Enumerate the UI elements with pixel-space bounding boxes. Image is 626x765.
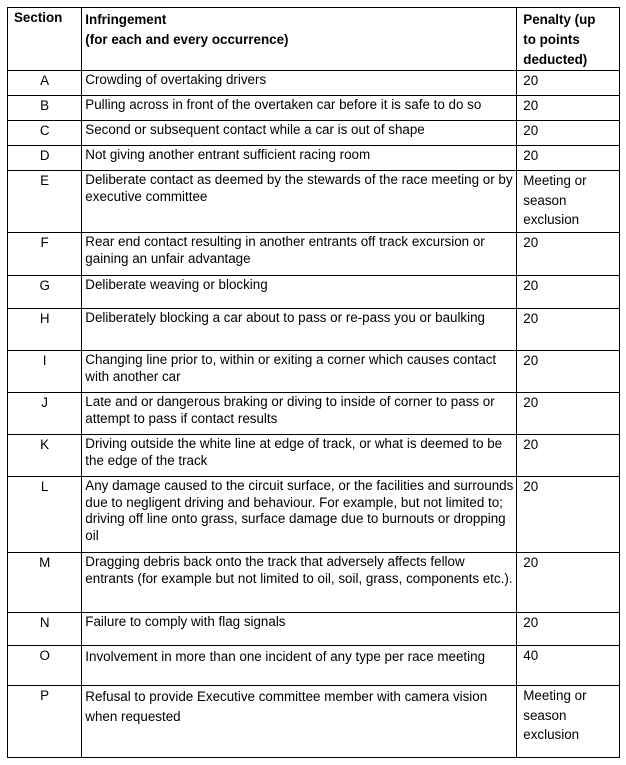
penalty-cell: 20 (517, 613, 620, 646)
penalty-cell: 40 (517, 646, 620, 686)
penalty-cell: 20 (517, 477, 620, 553)
infringement-cell: Rear end contact resulting in another entrants off track excursion or gaining an unfair advantage (82, 233, 517, 276)
penalty-cell: 20 (517, 393, 620, 435)
penalty-cell: 20 (517, 553, 620, 613)
section-cell: J (8, 393, 82, 435)
table-row (8, 351, 620, 393)
penalty-cell: 20 (517, 71, 620, 96)
table-row (8, 233, 620, 276)
table-row (8, 553, 620, 613)
section-cell: B (8, 96, 82, 121)
header-row (8, 8, 620, 71)
infringement-cell: Driving outside the white line at edge of track, or what is deemed to be the edge of the track (82, 435, 517, 477)
table-row (8, 686, 620, 758)
section-cell: N (8, 613, 82, 646)
header-infringement-line2: (for each and every occurrence) (85, 32, 289, 47)
penalty-table (7, 7, 620, 758)
table-row (8, 435, 620, 477)
penalty-cell: 20 (517, 351, 620, 393)
section-cell: K (8, 435, 82, 477)
header-section: Section (8, 8, 82, 71)
infringement-cell: Crowding of overtaking drivers (82, 71, 517, 96)
penalty-cell: 20 (517, 121, 620, 146)
infringement-cell: Second or subsequent contact while a car is out of shape (82, 121, 517, 146)
section-cell: L (8, 477, 82, 553)
penalty-cell: 20 (517, 435, 620, 477)
header-penalty-line3: deducted) (523, 52, 588, 67)
infringement-cell: Dragging debris back onto the track that adversely affects fellow entrants (for example but not limited to oil, soil, grass, components etc.). (82, 553, 517, 613)
infringement-cell: Refusal to provide Executive committee member with camera vision when requested (82, 686, 517, 758)
table-row (8, 171, 620, 233)
infringement-cell: Involvement in more than one incident of any type per race meeting (82, 646, 517, 686)
section-cell: M (8, 553, 82, 613)
table-row (8, 613, 620, 646)
penalty-cell: 20 (517, 276, 620, 309)
infringement-cell: Not giving another entrant sufficient racing room (82, 146, 517, 171)
table-row (8, 393, 620, 435)
table-row (8, 96, 620, 121)
infringement-cell: Any damage caused to the circuit surface, or the facilities and surrounds due to negligent driving and behaviour. For example, but not limited to; driving off line onto grass, surface damage due to burnouts or dropping oil (82, 477, 517, 553)
section-cell: G (8, 276, 82, 309)
header-penalty-line2: to points (523, 32, 580, 47)
infringement-cell: Failure to comply with flag signals (82, 613, 517, 646)
table-row (8, 121, 620, 146)
header-infringement-line1: Infringement (85, 12, 167, 27)
penalty-cell: 20 (517, 96, 620, 121)
section-cell: H (8, 309, 82, 351)
section-cell: C (8, 121, 82, 146)
header-penalty-line1: Penalty (up (523, 12, 596, 27)
table-row (8, 71, 620, 96)
infringement-cell: Deliberate weaving or blocking (82, 276, 517, 309)
section-cell: P (8, 686, 82, 758)
infringement-cell: Deliberately blocking a car about to pass or re-pass you or baulking (82, 309, 517, 351)
infringement-cell: Pulling across in front of the overtaken car before it is safe to do so (82, 96, 517, 121)
section-cell: D (8, 146, 82, 171)
section-cell: A (8, 71, 82, 96)
infringement-cell: Late and or dangerous braking or diving to inside of corner to pass or attempt to pass if contact results (82, 393, 517, 435)
header-penalty (517, 8, 620, 71)
penalty-cell: Meeting or season exclusion (517, 171, 620, 233)
penalty-cell: Meeting or season exclusion (517, 686, 620, 758)
table-row (8, 309, 620, 351)
penalty-cell: 20 (517, 146, 620, 171)
table-row (8, 646, 620, 686)
section-cell: I (8, 351, 82, 393)
section-cell: E (8, 171, 82, 233)
table-row (8, 146, 620, 171)
penalty-cell: 20 (517, 309, 620, 351)
section-cell: F (8, 233, 82, 276)
infringement-cell: Deliberate contact as deemed by the stewards of the race meeting or by executive committee (82, 171, 517, 233)
table-row (8, 276, 620, 309)
table-row (8, 477, 620, 553)
infringement-cell: Changing line prior to, within or exiting a corner which causes contact with another car (82, 351, 517, 393)
section-cell: O (8, 646, 82, 686)
penalty-cell: 20 (517, 233, 620, 276)
header-infringement (82, 8, 517, 71)
